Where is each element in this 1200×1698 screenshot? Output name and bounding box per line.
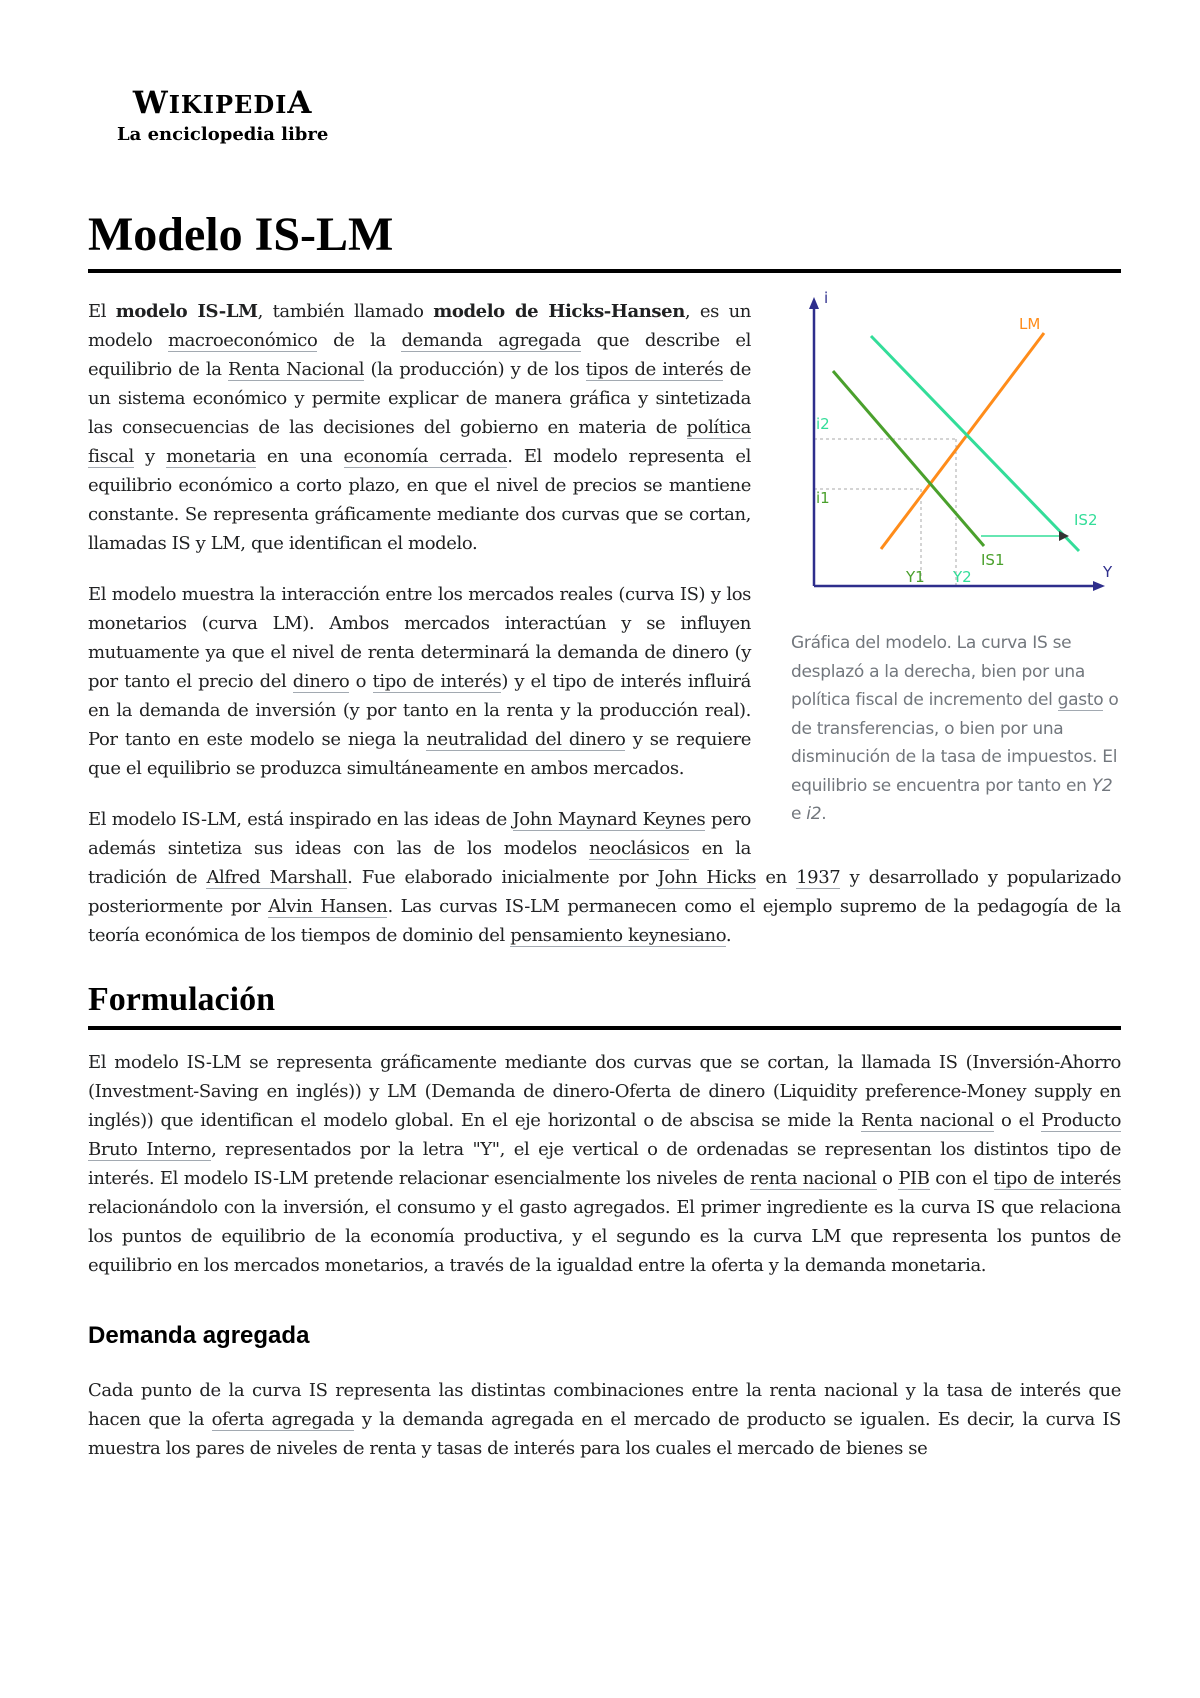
link-renta-nacional-3[interactable]: renta nacional	[750, 1168, 877, 1189]
link-john-hicks[interactable]: John Hicks	[657, 867, 757, 888]
logo-wordmark: WIKIPEDIA	[132, 85, 313, 121]
formulacion-paragraph: El modelo IS-LM se representa gráficamente mediante dos curvas que se cortan, la llamada IS (Inversión-Ahorro (Investment-Saving en inglés)) y LM (Demanda de dinero-Oferta de dinero (Liquidity preference-Money supply en inglés)) que identifican el modelo global. En el eje horizontal o de abscisa se mide la Renta nacional o el Producto Bruto Interno, representados por la letra "Y", el eje vertical o de ordenadas se representan los distintos tipo de interés. El modelo IS-LM pretende relacionar esencialmente los niveles de renta nacional o PIB con el tipo de interés relacionándolo con la inversión, el consumo y el gasto agregados. El primer ingrediente es la curva IS que relaciona los puntos de equilibrio de la economía productiva, y el segundo es la curva LM que representa los puntos de equilibrio en los mercados monetarios, a través de la igualdad entre la oferta y la demanda monetaria.	[88, 1052, 1122, 1276]
link-gasto[interactable]: gasto	[1057, 690, 1104, 710]
link-alfred-marshall[interactable]: Alfred Marshall	[206, 867, 348, 888]
logo-tagline: La enciclopedia libre	[117, 124, 329, 145]
is1-label: IS1	[981, 551, 1005, 569]
is1-curve	[833, 371, 984, 546]
link-neutralidad-del-dinero[interactable]: neutralidad del dinero	[426, 729, 626, 750]
intro-paragraph-1: El modelo IS-LM, también llamado modelo de Hicks-Hansen, es un modelo macroeconómico de la demanda agregada que describe el equilibrio de la Renta Nacional (la producción) y de los tipos de interés de un sistema económico y permite explicar de manera gráfica y sintetizada las consecuencias de las decisiones del gobierno en materia de política fiscal y monetaria en una economía cerrada. El modelo representa el equilibrio económico a corto plazo, en que el nivel de precios se mantiene constante. Se representa gráficamente mediante dos curvas que se cortan, llamadas IS y LM, que identifican el modelo.	[88, 301, 751, 554]
article-content	[88, 205, 1121, 1485]
figure-caption: Gráfica del modelo. La curva IS se desplazó a la derecha, bien por una política fiscal de incremento del gasto o de transferencias, o bien por una disminución de la tasa de impuestos. El equilibrio se encuentra por tanto en Y2 e i2.	[791, 633, 1119, 824]
y1-label: Y1	[906, 568, 925, 586]
link-neoclasicos[interactable]: neoclásicos	[589, 838, 690, 859]
link-demanda-agregada[interactable]: demanda agregada	[401, 330, 581, 351]
lm-curve	[881, 333, 1044, 549]
link-oferta-agregada[interactable]: oferta agregada	[211, 1409, 355, 1430]
link-tipos-de-interes[interactable]: tipos de interés	[585, 359, 724, 380]
is2-label: IS2	[1074, 511, 1098, 529]
link-economia-cerrada[interactable]: economía cerrada	[343, 446, 508, 467]
i2-label: i2	[816, 415, 830, 433]
link-macroeconomico[interactable]: macroeconómico	[167, 330, 318, 351]
demanda-paragraph: Cada punto de la curva IS representa las distintas combinaciones entre la renta nacional y la tasa de interés que hacen que la oferta agregada y la demanda agregada en el mercado de producto se igualen. Es decir, la curva IS muestra los pares de niveles de renta y tasas de interés para los cuales el mercado de bienes se	[88, 1380, 1121, 1459]
axis-y-label: Y	[1103, 563, 1113, 581]
lm-label: LM	[1019, 315, 1041, 333]
link-1937[interactable]: 1937	[796, 867, 841, 888]
link-monetaria[interactable]: monetaria	[166, 446, 256, 467]
link-pib[interactable]: PIB	[898, 1168, 930, 1189]
x-axis-arrow	[1093, 581, 1105, 591]
link-keynes[interactable]: John Maynard Keynes	[512, 809, 706, 830]
link-producto-bruto-interno[interactable]: Producto Bruto Interno	[88, 1110, 1122, 1160]
link-pensamiento-keynesiano[interactable]: pensamiento keynesiano	[510, 925, 726, 946]
page-title: Modelo IS-LM	[88, 205, 1121, 273]
link-renta-nacional-2[interactable]: Renta nacional	[860, 1110, 994, 1131]
section-heading-formulacion: Formulación	[88, 978, 1121, 1030]
link-alvin-hansen[interactable]: Alvin Hansen	[268, 896, 388, 917]
i1-label: i1	[816, 489, 830, 507]
wikipedia-logo[interactable]	[117, 86, 328, 145]
link-politica-fiscal[interactable]: política fiscal	[88, 417, 751, 467]
link-tipo-de-interes[interactable]: tipo de interés	[372, 671, 502, 692]
axis-i-label: i	[824, 289, 829, 307]
y-axis-arrow	[809, 297, 819, 309]
link-tipo-de-interes-2[interactable]: tipo de interés	[993, 1168, 1121, 1189]
figure-box	[791, 281, 1121, 829]
intro-paragraph-2: El modelo muestra la interacción entre los mercados reales (curva IS) y los monetarios (curva LM). Ambos mercados interactúan y se influyen mutuamente ya que el nivel de renta determinará la demanda de dinero (y por tanto el precio del dinero o tipo de interés) y el tipo de interés influirá en la demanda de inversión (y por tanto en la renta y la producción real). Por tanto en este modelo se niega la neutralidad del dinero y se requiere que el equilibrio se produzca simultáneamente en ambos mercados.	[88, 584, 751, 779]
section-heading-demanda-agregada: Demanda agregada	[88, 1322, 310, 1349]
intro-paragraph-3: El modelo IS-LM, está inspirado en las ideas de John Maynard Keynes pero además sintetiza sus ideas con las de los modelos neoclásicos en la tradición de Alfred Marshall. Fue elaborado inicialmente por John Hicks en 1937 y desarrollado y popularizado posteriormente por Alvin Hansen. Las curvas IS-LM permanecen como el ejemplo supremo de la pedagogía de la teoría económica de los tiempos de dominio del pensamiento keynesiano.	[88, 809, 1122, 946]
link-renta-nacional[interactable]: Renta Nacional	[227, 359, 365, 380]
is-lm-graph[interactable]	[791, 281, 1121, 611]
link-dinero[interactable]: dinero	[292, 671, 350, 692]
y2-label: Y2	[953, 568, 972, 586]
